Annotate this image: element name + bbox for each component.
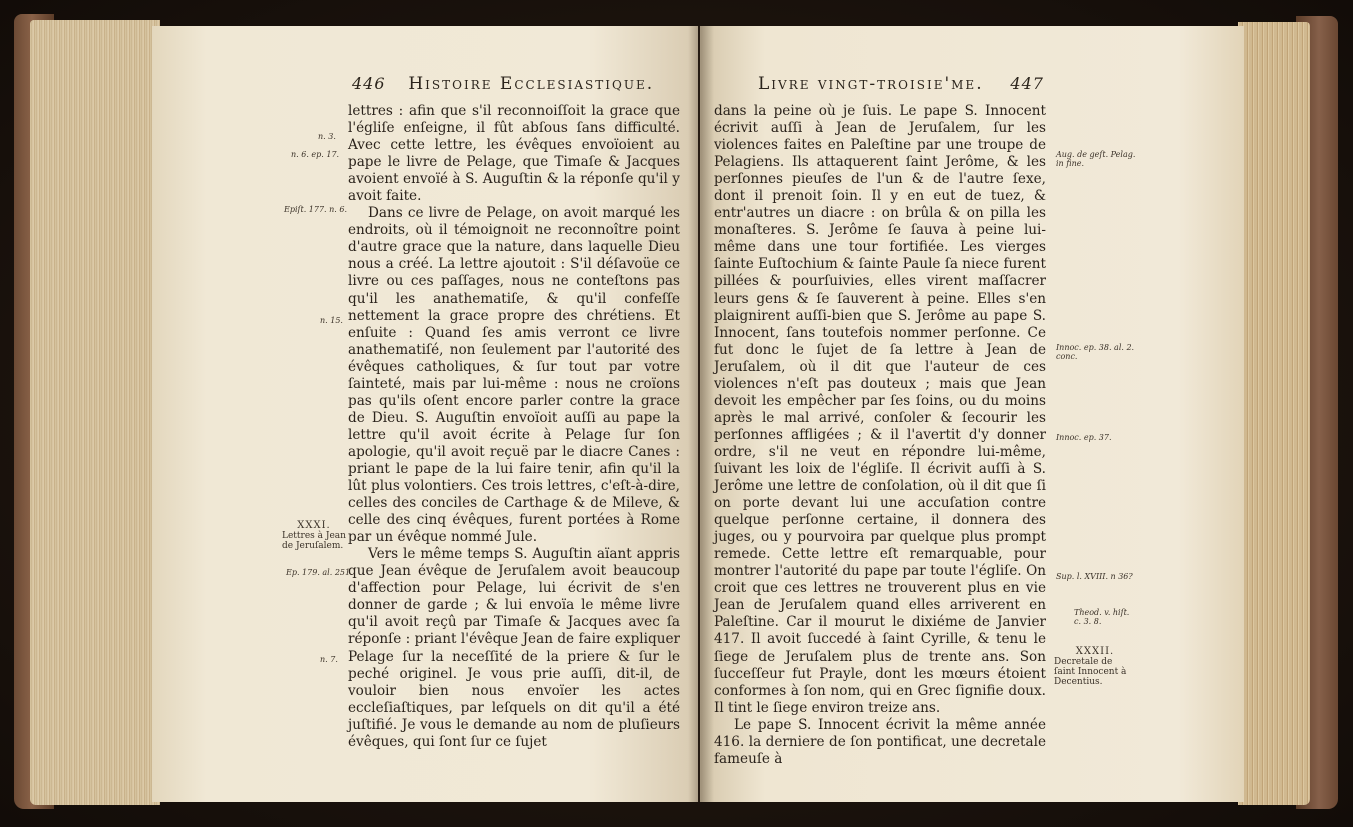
left-margin-note-4: n. 15. xyxy=(320,316,343,325)
right-margin-note-4: Sup. l. XVIII. n 36? xyxy=(1056,572,1133,581)
left-paragraph-3: Vers le même temps S. Auguſtin aïant appris que Jean évêque de Jeruſalem avoit beaucoup d'affection pour Pelage, lui écrivit de s'en donner de garde ; & lui envoïa le même livre qu'il avoit reçû par Timaſe & Jacques avec ſa réponſe : priant l'évêque Jean de faire expliquer Pelage ſur la neceſſité de la priere & ſur le peché originel. Je vous prie auſſi, dit-il, de vouloir bien nous envoïer les actes eccleſiaſtiques, par leſquels on dit qu'il a été juſtifié. Je vous le demande au nom de pluſieurs évêques, qui ſont ſur ce ſujet xyxy=(348,546,680,750)
right-paragraph-2: Le pape S. Innocent écrivit la même année 416. la derniere de ſon pontificat, une decretale fameuſe à xyxy=(714,716,1046,767)
section-number-xxxi: XXXI. xyxy=(297,520,331,531)
left-running-title: Histoire Ecclesiastique. xyxy=(408,74,655,94)
left-margin-note-3: Epiſt. 177. n. 6. xyxy=(284,205,348,214)
right-body-text xyxy=(714,103,1046,767)
right-margin-note-2: Innoc. ep. 38. al. 2. conc. xyxy=(1056,343,1135,361)
section-number-xxxii: XXXII. xyxy=(1075,646,1115,657)
right-margin-note-3: Innoc. ep. 37. xyxy=(1056,433,1112,442)
right-running-title: Livre vingt-troisie'me. xyxy=(758,74,984,94)
right-page-number: 447 xyxy=(1010,74,1044,93)
right-paragraph-1: dans la peine où je ſuis. Le pape S. Innocent écrivit auſſi à Jean de Jeruſalem, ſur les violences faites en Paleſtine par une troupe de Pelagiens. Ils attaquerent ſaint Jerôme, & les perſonnes pieuſes de l'un & de l'autre ſexe, dont il prenoit ſoin. Il y en eut de tuez, & entr'autres un diacre : on brûla & on pilla les monaſteres. S. Jerôme ſe ſauva à peine lui-même dans une tour fortifiée. Les vierges ſainte Euſtochium & ſainte Paule ſa niece furent pillées & pourſuivies, elles virent maſſacrer leurs gens & ſe ſauverent à peine. Elles s'en plaignirent auſſi-bien que S. Jerôme au pape S. Innocent, ſans toutefois nommer perſonne. Ce fut donc le ſujet de ſa lettre à Jean de Jeruſalem, où il dit que l'auteur de ces violences n'eſt pas douteux ; mais que Jean devoit les empêcher par ſes ſoins, ou du moins après le mal arrivé, conſoler & ſecourir les perſonnes affligées ; & il l'avertit d'y donner ordre, s'il ne veut en répondre lui-même, ſuivant les loix de l'égliſe. Il écrivit auſſi à S. Jerôme une lettre de conſolation, où il dit que ſi on porte devant lui une accuſation contre quelque perſonne certaine, il donnera des juges, ou y pourvoira par quelque plus prompt remede. Cette lettre eſt remarquable, pour montrer l'autorité du pape par toute l'égliſe. On croit que ces lettres ne trouverent plus en vie Jean de Jeruſalem quand elles arriverent en Paleſtine. Car il mourut le dixiéme de Janvier 417. Il avoit ſuccedé à ſaint Cyrille, & tenu le ſiege de Jeruſalem plus de trente ans. Son ſucceſſeur fut Prayle, dont les mœurs étoient conformes à ſon nom, qui en Grec ſignifie doux. Il tint le ſiege environ treize ans. xyxy=(714,103,1046,716)
right-margin-note-1: Aug. de geſt. Pelag. in fine. xyxy=(1056,150,1136,168)
left-paragraph-2: Dans ce livre de Pelage, on avoit marqué les endroits, où il témoignoit ne reconnoître point d'autre grace que la nature, dans laquelle Dieu nous a créé. La lettre ajoutoit : S'il déſavoüe ce livre ou ces paſſages, nous ne conteſtons pas qu'il les anathematiſe, & qu'il confeſſe nettement la grace propre des chrétiens. Et enſuite : Quand ſes amis verront ce livre anathematiſé, non ſeulement par l'autorité des évêques catholiques, & ſur tout par votre ſainteté, mais par lui-même : nous ne croïons pas qu'ils oſent encore parler contre la grace de Dieu. S. Auguſtin envoïoit auſſi au pape la lettre qu'il avoit écrite à Pelage ſur ſon apologie, qu'il avoit reçuë par le diacre Canes : priant le pape de la lui faire tenir, afin qu'il la lût plus volontiers. Ces trois lettres, c'eſt-à-dire, celles des conciles de Carthage & de Mileve, & celle des cinq évêques, furent portées à Rome par un évêque nommé Jule. xyxy=(348,205,680,546)
section-sidenote-text-2: Decretale de ſaint Innocent à Decentius. xyxy=(1054,657,1127,687)
left-margin-note-1: n. 3. xyxy=(318,132,336,141)
left-margin-note-6: n. 7. xyxy=(320,655,338,664)
right-page-block-edges xyxy=(1238,22,1310,805)
left-margin-note-2: n. 6. ep. 17. xyxy=(291,150,340,159)
right-margin-note-5: Theod. v. hiſt. c. 3. 8. xyxy=(1074,608,1130,626)
book-gutter xyxy=(688,26,714,802)
left-page-block-edges xyxy=(30,20,160,805)
left-page-number: 446 xyxy=(352,74,386,93)
left-running-head xyxy=(352,74,682,94)
section-sidenote-text: Lettres à Jean de Jeruſalem. xyxy=(282,531,346,551)
right-running-head xyxy=(758,74,1058,94)
right-section-sidenote xyxy=(1054,647,1136,687)
left-section-sidenote xyxy=(282,521,346,551)
left-body-text xyxy=(348,103,680,750)
left-margin-note-5: Ep. 179. al. 251. xyxy=(286,568,353,577)
left-paragraph-1: lettres : afin que s'il reconnoiſſoit la grace que l'égliſe enſeigne, il fût abſous ſans difficulté. Avec cette lettre, les évêques envoïoient au pape le livre de Pelage, que Timaſe & Jacques avoient envoïé à S. Auguſtin & la réponſe qu'il y avoit faite. xyxy=(348,103,680,205)
